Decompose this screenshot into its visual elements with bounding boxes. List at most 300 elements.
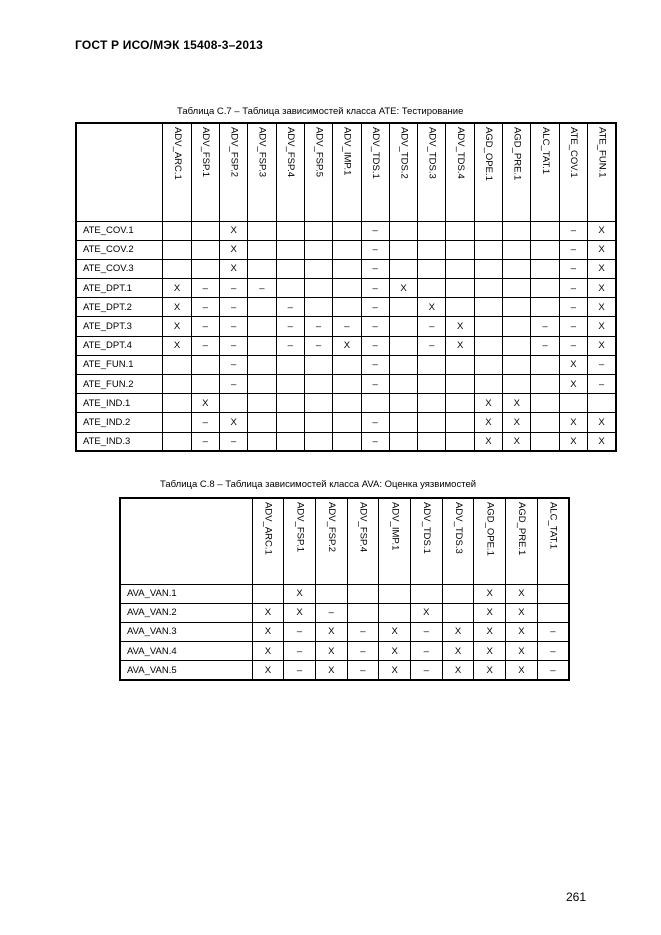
dependency-cell: X bbox=[219, 240, 247, 259]
dependency-cell: X bbox=[219, 259, 247, 278]
dependency-cell bbox=[418, 279, 446, 298]
dependency-cell: X bbox=[588, 240, 616, 259]
table-row bbox=[76, 375, 616, 394]
table-row bbox=[76, 317, 616, 336]
dependency-cell bbox=[248, 375, 276, 394]
column-header bbox=[474, 498, 506, 584]
dependency-cell bbox=[474, 298, 502, 317]
dependency-cell: X bbox=[219, 413, 247, 432]
dependency-cell: – bbox=[537, 642, 569, 661]
dependency-cell bbox=[503, 279, 531, 298]
dependency-cell: – bbox=[588, 355, 616, 374]
dependency-cell bbox=[446, 355, 474, 374]
dependency-cell: X bbox=[315, 661, 347, 680]
dependency-cell: – bbox=[361, 221, 389, 240]
dependency-cell bbox=[389, 375, 417, 394]
dependency-cell: X bbox=[474, 642, 506, 661]
column-header-label: ADV_FSP.4 bbox=[285, 127, 296, 177]
column-header bbox=[304, 123, 332, 221]
dependency-cell bbox=[537, 603, 569, 622]
dependency-cell bbox=[418, 413, 446, 432]
dependency-cell bbox=[304, 413, 332, 432]
column-header bbox=[379, 498, 411, 584]
column-header-label: ADV_FSP.5 bbox=[313, 127, 325, 177]
row-label: ATE_IND.1 bbox=[76, 394, 163, 413]
dependency-cell: – bbox=[361, 317, 389, 336]
row-label: ATE_COV.1 bbox=[76, 221, 163, 240]
dependency-cell: X bbox=[410, 603, 442, 622]
dependency-cell bbox=[304, 259, 332, 278]
dependency-cell bbox=[474, 221, 502, 240]
dependency-cell bbox=[347, 584, 379, 603]
dependency-cell: – bbox=[361, 298, 389, 317]
dependency-cell bbox=[418, 240, 446, 259]
dependency-cell bbox=[474, 317, 502, 336]
dependency-cell: – bbox=[191, 336, 219, 355]
row-label: ATE_FUN.2 bbox=[76, 375, 163, 394]
column-header bbox=[503, 123, 531, 221]
column-header bbox=[537, 498, 569, 584]
column-header-label: ADV_FSP.4 bbox=[357, 502, 369, 552]
dependency-cell bbox=[503, 355, 531, 374]
dependency-cell bbox=[276, 259, 304, 278]
dependency-cell: X bbox=[588, 413, 616, 432]
dependency-cell: – bbox=[191, 298, 219, 317]
dependency-cell: – bbox=[588, 375, 616, 394]
dependency-cell: X bbox=[588, 259, 616, 278]
dependency-cell bbox=[389, 336, 417, 355]
dependency-cell bbox=[276, 240, 304, 259]
dependency-cell: – bbox=[531, 336, 559, 355]
column-header bbox=[442, 498, 474, 584]
dependency-cell bbox=[304, 432, 332, 451]
column-header-label: ALC_TAT.1 bbox=[547, 502, 559, 550]
dependency-cell: – bbox=[361, 336, 389, 355]
dependency-cell: X bbox=[588, 298, 616, 317]
document-header-title: ГОСТ Р ИСО/МЭК 15408-3–2013 bbox=[75, 38, 264, 52]
dependency-cell bbox=[389, 413, 417, 432]
dependency-cell: – bbox=[191, 317, 219, 336]
column-header bbox=[284, 498, 316, 584]
dependency-cell bbox=[379, 603, 411, 622]
dependency-cell: X bbox=[503, 413, 531, 432]
dependency-cell: – bbox=[276, 317, 304, 336]
dependency-cell bbox=[276, 394, 304, 413]
dependency-cell: – bbox=[347, 661, 379, 680]
dependency-cell bbox=[474, 355, 502, 374]
dependency-cell bbox=[537, 584, 569, 603]
dependency-cell: – bbox=[361, 375, 389, 394]
dependency-cell bbox=[503, 240, 531, 259]
dependency-cell bbox=[276, 221, 304, 240]
dependency-cell: – bbox=[347, 642, 379, 661]
column-header-label: ADV_FSP.1 bbox=[200, 127, 212, 177]
column-header bbox=[163, 123, 191, 221]
row-label: AVA_VAN.1 bbox=[120, 584, 252, 603]
dependency-cell bbox=[446, 259, 474, 278]
dependency-cell bbox=[219, 394, 247, 413]
table-c7 bbox=[75, 122, 617, 452]
dependency-cell bbox=[442, 584, 474, 603]
column-header bbox=[559, 123, 587, 221]
dependency-cell bbox=[248, 240, 276, 259]
column-header bbox=[446, 123, 474, 221]
dependency-cell bbox=[531, 394, 559, 413]
dependency-cell bbox=[474, 240, 502, 259]
dependency-cell bbox=[389, 355, 417, 374]
dependency-cell bbox=[304, 394, 332, 413]
dependency-cell: X bbox=[219, 221, 247, 240]
dependency-cell: X bbox=[252, 603, 284, 622]
dependency-cell bbox=[248, 413, 276, 432]
dependency-cell bbox=[531, 298, 559, 317]
table-c8-caption: Таблица С.8 – Таблица зависимостей класса AVA: Оценка уязвимостей bbox=[160, 479, 477, 490]
dependency-cell bbox=[304, 355, 332, 374]
column-header-label: ADV_IMP.1 bbox=[389, 502, 401, 551]
table-row bbox=[120, 642, 569, 661]
table-corner-cell bbox=[120, 498, 252, 584]
dependency-cell: X bbox=[442, 661, 474, 680]
dependency-cell: X bbox=[474, 432, 502, 451]
dependency-cell: X bbox=[588, 279, 616, 298]
dependency-cell: X bbox=[446, 317, 474, 336]
table-row bbox=[76, 432, 616, 451]
dependency-cell: X bbox=[588, 432, 616, 451]
dependency-cell: – bbox=[361, 432, 389, 451]
dependency-cell: X bbox=[379, 642, 411, 661]
dependency-cell bbox=[531, 240, 559, 259]
dependency-cell: – bbox=[361, 279, 389, 298]
dependency-cell: X bbox=[442, 622, 474, 641]
dependency-cell bbox=[474, 375, 502, 394]
dependency-cell: X bbox=[252, 622, 284, 641]
column-header-label: ADV_TDS.1 bbox=[369, 127, 381, 179]
dependency-cell bbox=[191, 240, 219, 259]
dependency-cell: – bbox=[284, 642, 316, 661]
column-header-label: ADV_TDS.1 bbox=[421, 502, 433, 554]
dependency-cell: X bbox=[503, 394, 531, 413]
column-header bbox=[347, 498, 379, 584]
dependency-cell bbox=[333, 394, 361, 413]
column-header-label: ADV_TDS.2 bbox=[398, 127, 410, 179]
dependency-cell: – bbox=[219, 336, 247, 355]
dependency-cell bbox=[418, 221, 446, 240]
dependency-cell bbox=[442, 603, 474, 622]
dependency-cell bbox=[315, 584, 347, 603]
dependency-cell: X bbox=[588, 317, 616, 336]
dependency-cell bbox=[446, 413, 474, 432]
dependency-cell: X bbox=[506, 642, 538, 661]
row-label: ATE_DPT.1 bbox=[76, 279, 163, 298]
dependency-cell: – bbox=[191, 432, 219, 451]
dependency-cell: X bbox=[442, 642, 474, 661]
dependency-cell: X bbox=[506, 603, 538, 622]
dependency-cell bbox=[410, 584, 442, 603]
column-header bbox=[219, 123, 247, 221]
table-row bbox=[76, 240, 616, 259]
dependency-cell: X bbox=[506, 661, 538, 680]
row-label: ATE_DPT.4 bbox=[76, 336, 163, 355]
dependency-cell: X bbox=[559, 375, 587, 394]
dependency-cell: – bbox=[219, 375, 247, 394]
dependency-cell: – bbox=[191, 279, 219, 298]
dependency-cell bbox=[446, 240, 474, 259]
dependency-cell bbox=[191, 221, 219, 240]
dependency-cell: X bbox=[506, 584, 538, 603]
dependency-cell bbox=[333, 375, 361, 394]
dependency-cell: – bbox=[537, 661, 569, 680]
column-header bbox=[252, 498, 284, 584]
dependency-cell: – bbox=[418, 317, 446, 336]
dependency-cell bbox=[418, 375, 446, 394]
dependency-cell: X bbox=[559, 355, 587, 374]
dependency-cell bbox=[333, 279, 361, 298]
dependency-cell bbox=[446, 394, 474, 413]
table-row bbox=[76, 221, 616, 240]
table-row bbox=[76, 279, 616, 298]
dependency-cell: X bbox=[252, 642, 284, 661]
dependency-cell: X bbox=[163, 317, 191, 336]
dependency-cell: X bbox=[379, 622, 411, 641]
dependency-cell bbox=[163, 394, 191, 413]
column-header bbox=[531, 123, 559, 221]
table-row bbox=[76, 259, 616, 278]
table-row bbox=[76, 355, 616, 374]
dependency-cell: – bbox=[559, 221, 587, 240]
dependency-cell bbox=[248, 298, 276, 317]
dependency-cell bbox=[531, 413, 559, 432]
page-number: 261 bbox=[566, 890, 587, 904]
dependency-cell: – bbox=[361, 240, 389, 259]
row-label: ATE_COV.2 bbox=[76, 240, 163, 259]
dependency-cell: X bbox=[588, 336, 616, 355]
column-header bbox=[276, 123, 304, 221]
column-header bbox=[191, 123, 219, 221]
row-label: ATE_IND.2 bbox=[76, 413, 163, 432]
table-row bbox=[120, 584, 569, 603]
row-label: AVA_VAN.3 bbox=[120, 622, 252, 641]
dependency-cell: X bbox=[284, 603, 316, 622]
dependency-cell: X bbox=[474, 394, 502, 413]
dependency-cell bbox=[503, 221, 531, 240]
dependency-cell bbox=[333, 432, 361, 451]
dependency-cell: – bbox=[410, 622, 442, 641]
dependency-cell bbox=[248, 394, 276, 413]
table-row bbox=[76, 413, 616, 432]
dependency-cell bbox=[276, 279, 304, 298]
row-label: AVA_VAN.2 bbox=[120, 603, 252, 622]
dependency-cell bbox=[163, 355, 191, 374]
dependency-cell: X bbox=[315, 622, 347, 641]
dependency-cell: – bbox=[248, 279, 276, 298]
dependency-cell bbox=[248, 336, 276, 355]
dependency-cell bbox=[276, 413, 304, 432]
dependency-cell: X bbox=[284, 584, 316, 603]
dependency-cell bbox=[191, 259, 219, 278]
dependency-cell bbox=[418, 432, 446, 451]
dependency-cell: X bbox=[163, 279, 191, 298]
dependency-cell: X bbox=[191, 394, 219, 413]
dependency-cell bbox=[418, 394, 446, 413]
dependency-cell: – bbox=[219, 317, 247, 336]
dependency-cell bbox=[276, 432, 304, 451]
column-header-label: ADV_FSP.3 bbox=[256, 127, 268, 177]
dependency-cell bbox=[163, 432, 191, 451]
row-label: ATE_COV.3 bbox=[76, 259, 163, 278]
dependency-cell bbox=[503, 298, 531, 317]
table-row bbox=[120, 661, 569, 680]
dependency-cell bbox=[304, 240, 332, 259]
dependency-cell bbox=[276, 375, 304, 394]
dependency-cell: – bbox=[284, 622, 316, 641]
dependency-cell bbox=[418, 259, 446, 278]
dependency-cell bbox=[361, 394, 389, 413]
dependency-cell: – bbox=[418, 336, 446, 355]
dependency-cell bbox=[588, 394, 616, 413]
dependency-cell bbox=[304, 298, 332, 317]
dependency-cell bbox=[347, 603, 379, 622]
column-header bbox=[588, 123, 616, 221]
dependency-cell bbox=[503, 259, 531, 278]
dependency-cell: X bbox=[389, 279, 417, 298]
column-header-label: ADV_ARC.1 bbox=[262, 502, 274, 555]
row-label: AVA_VAN.4 bbox=[120, 642, 252, 661]
dependency-cell bbox=[531, 375, 559, 394]
dependency-cell bbox=[248, 432, 276, 451]
dependency-cell bbox=[446, 221, 474, 240]
dependency-cell: – bbox=[559, 317, 587, 336]
dependency-cell: – bbox=[304, 336, 332, 355]
dependency-cell: X bbox=[559, 413, 587, 432]
dependency-cell bbox=[389, 317, 417, 336]
dependency-cell: X bbox=[163, 336, 191, 355]
table-row bbox=[120, 603, 569, 622]
dependency-cell: – bbox=[559, 336, 587, 355]
dependency-cell: – bbox=[284, 661, 316, 680]
row-label: ATE_DPT.3 bbox=[76, 317, 163, 336]
dependency-cell: – bbox=[559, 279, 587, 298]
dependency-cell bbox=[163, 375, 191, 394]
dependency-cell bbox=[333, 240, 361, 259]
dependency-cell: X bbox=[474, 584, 506, 603]
dependency-cell: X bbox=[559, 432, 587, 451]
dependency-cell bbox=[333, 355, 361, 374]
dependency-cell bbox=[389, 432, 417, 451]
dependency-cell: – bbox=[531, 317, 559, 336]
dependency-cell bbox=[333, 413, 361, 432]
dependency-cell bbox=[248, 221, 276, 240]
dependency-cell: X bbox=[474, 603, 506, 622]
dependency-cell bbox=[446, 298, 474, 317]
dependency-cell: X bbox=[333, 336, 361, 355]
dependency-cell bbox=[276, 355, 304, 374]
column-header-label: ADV_ARC.1 bbox=[171, 127, 183, 180]
dependency-cell: – bbox=[559, 259, 587, 278]
dependency-cell bbox=[389, 298, 417, 317]
dependency-cell: X bbox=[588, 221, 616, 240]
column-header-label: AGD_PRE.1 bbox=[516, 502, 528, 556]
dependency-cell: – bbox=[315, 603, 347, 622]
column-header bbox=[389, 123, 417, 221]
table-c8-header-row bbox=[120, 498, 569, 584]
dependency-cell bbox=[446, 279, 474, 298]
dependency-cell: – bbox=[333, 317, 361, 336]
dependency-cell bbox=[191, 375, 219, 394]
column-header bbox=[418, 123, 446, 221]
dependency-cell: – bbox=[219, 355, 247, 374]
dependency-cell: – bbox=[219, 298, 247, 317]
dependency-cell bbox=[474, 336, 502, 355]
column-header-label: ALC_TAT.1 bbox=[539, 127, 551, 175]
dependency-cell bbox=[379, 584, 411, 603]
dependency-cell: X bbox=[503, 432, 531, 451]
dependency-cell bbox=[248, 355, 276, 374]
dependency-cell: – bbox=[304, 317, 332, 336]
dependency-cell bbox=[559, 394, 587, 413]
table-c7-header-row bbox=[76, 123, 616, 221]
column-header-label: ADV_FSP.2 bbox=[228, 127, 240, 177]
column-header bbox=[410, 498, 442, 584]
dependency-cell: – bbox=[361, 259, 389, 278]
dependency-cell: X bbox=[163, 298, 191, 317]
table-row bbox=[76, 394, 616, 413]
column-header-label: AGD_OPE.1 bbox=[483, 127, 495, 181]
column-header bbox=[361, 123, 389, 221]
table-c8 bbox=[119, 497, 570, 681]
dependency-cell: X bbox=[446, 336, 474, 355]
dependency-cell bbox=[418, 355, 446, 374]
dependency-cell bbox=[531, 259, 559, 278]
dependency-cell: X bbox=[379, 661, 411, 680]
dependency-cell bbox=[389, 240, 417, 259]
column-header bbox=[315, 498, 347, 584]
row-label: ATE_FUN.1 bbox=[76, 355, 163, 374]
dependency-cell: – bbox=[347, 622, 379, 641]
table-row bbox=[120, 622, 569, 641]
dependency-cell: – bbox=[361, 413, 389, 432]
dependency-cell: – bbox=[219, 279, 247, 298]
column-header-label: ADV_TDS.3 bbox=[426, 127, 438, 179]
dependency-cell bbox=[503, 375, 531, 394]
column-header-label: AGD_OPE.1 bbox=[484, 502, 496, 556]
column-header bbox=[506, 498, 538, 584]
dependency-cell bbox=[163, 240, 191, 259]
dependency-cell bbox=[304, 375, 332, 394]
dependency-cell bbox=[304, 221, 332, 240]
dependency-cell: – bbox=[559, 298, 587, 317]
column-header bbox=[248, 123, 276, 221]
dependency-cell bbox=[333, 259, 361, 278]
row-label: ATE_DPT.2 bbox=[76, 298, 163, 317]
dependency-cell: X bbox=[474, 622, 506, 641]
dependency-cell bbox=[248, 259, 276, 278]
table-row bbox=[76, 298, 616, 317]
dependency-cell bbox=[474, 259, 502, 278]
dependency-cell bbox=[252, 584, 284, 603]
dependency-cell: – bbox=[410, 661, 442, 680]
table-row bbox=[76, 336, 616, 355]
dependency-cell bbox=[531, 221, 559, 240]
dependency-cell: – bbox=[276, 336, 304, 355]
column-header-label: AGD_PRE.1 bbox=[511, 127, 523, 181]
column-header-label: ADV_TDS.3 bbox=[452, 502, 464, 554]
dependency-cell: – bbox=[191, 413, 219, 432]
dependency-cell bbox=[389, 221, 417, 240]
column-header-label: ATE_COV.1 bbox=[568, 127, 580, 178]
column-header-label: ADV_FSP.1 bbox=[294, 502, 306, 552]
dependency-cell bbox=[191, 355, 219, 374]
dependency-cell bbox=[333, 298, 361, 317]
